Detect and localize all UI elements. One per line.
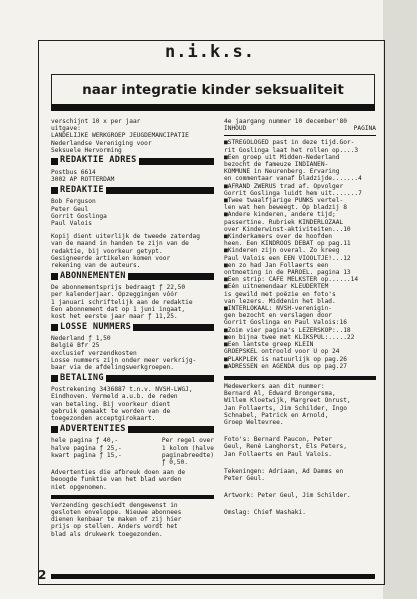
abonnementen-text: De abonnementsprijs bedraagt ƒ 22,50 per kalenderjaar. Opzeggingen vóór 1 januari schriftelijk aan de redaktie Een abonnement dat op 1 juni ingaat, kost het eerste jaar maar ƒ 11,25. (51, 284, 193, 321)
toc-header-pagina: PAGINA (353, 125, 376, 133)
fotos-credits: Foto's: Bernard Paucon, Peter Geul, René Langhorst, Els Peters, Jan Follaerts en Paul Valois. (224, 436, 347, 458)
toc-header-inhoud: INHOUD (224, 125, 247, 133)
page-number: 2 (38, 568, 47, 582)
verzending-text: Verzending geschiedt dengewenst in gesloten enveloppe. Nieuwe abonnees dienen kenbaar te maken of zij hier prijs op stellen. Anders wordt het blad als drukwerk toegezonden. (51, 501, 182, 538)
square-bullet-icon (51, 324, 58, 331)
publication-info: verschijnt 10 x per jaar uitgave: LANDELIJKE WERKGROEP JEUGDEMANCIPATIE Nederlandse Vereniging voor Seksuele Hervorming (51, 118, 189, 154)
square-bullet-icon (51, 375, 58, 382)
colophon-column (51, 118, 214, 538)
medewerkers-credits: Medewerkers aan dit nummer: Bernard Al, Edward Brongersma, Willem Kloetwijk, Margreet Onrust, Jan Follaerts, Jim Schilder, Ingo Schnabel, Patrick en Arnold, Groep Weltevree. (224, 382, 351, 426)
toc-rule (224, 135, 376, 136)
square-bullet-icon (51, 426, 58, 433)
square-bullet-icon (51, 273, 58, 280)
section-divider (51, 495, 214, 499)
title-divider (51, 104, 375, 111)
redactie-address: Postbus 6614 3002 AP ROTTERDAM (51, 169, 115, 184)
betaling-text: Postrekening 3436887 t.n.v. NVSH-LWGJ, Eindhoven. Vermeld a.u.b. de reden van betaling. Bij voorkeur dient gebruik gemaakt te worden van de toegezonden acceptgirokaart. (51, 386, 193, 423)
redactie-members: Bob Ferguson Peter Geul Gorrit Goslinga Paul Valois (51, 198, 107, 228)
magazine-title: naar integratie kinder seksualiteit (51, 74, 375, 106)
square-bullet-icon (51, 158, 58, 165)
tekeningen-credits: Tekeningen: Adriaan, Ad Damms en Peter Geul. (224, 467, 344, 482)
table-of-contents: ■STREGOLOGED past in deze tijd.Gor- rit Goslinga laat het rollen op....3 ■Een groep uit Midden-Nederland bezocht de fameuze INDIANEN- KOMMUNE in Neurenberg. Ervaring en commentaar vanaf bladzijde.......4 ■AFRAND ZWERUS trad af. Opvolger Gorrit Goslinga luidt hem uit.......7 ■Twee twaalfjarige PUNKS vertel- len wat hen beweegt. Op bladzij 8 ■Andere kinderen, andere tijd; passertine. Rubriek KINDERLOZAAL over Kinderwinst-aktiviteiten...10 ■Kinderkamers over de hoofden heen. Een KINDROOS DEBAT op pag.11 ■Kinderen zijn overal. Zo kreeg Paul Valois een EEN VIOOLTJE!...12 ■en zo had Jan Follaerts een ontmoeting in de PAROEL. pagina 13 ■Een strip: CAFE MELKSTER op......14 ■Eén uitnemendaar KLEUDERTEM is gewild met poëzie en foto's van lezers. Middenin het blad. ■INTERLOKAAL: NVSH-verenigin- gen bezocht en verslagen door Gorrit Goslinga en Paul Valois:16 ■Zoim vier pagina's LEZERSKOP:..18 ■en bijna twee met KLIKSPUL:.....22 ■Een lantste greep KLEIN GROEPSKEL ontroold voor U op 24 ■PLAKPLEK is natuurlijk op pag.26 ■ADRESSEN en AGENDA dus op pag.27 (224, 139, 362, 370)
contents-column (224, 118, 376, 517)
kopij-note: Kopij dient uiterlijk de tweede zaterdag van de maand in handen te zijn van de redaktie, bij voorkeur getypt. Gesigneerde artikelen komen voor rekening van de auteurs. (51, 233, 201, 270)
magazine-brand: n.i.k.s. (165, 42, 255, 62)
advertentie-pagina-tarieven: hele pagina ƒ 40,- halve pagina ƒ 25,- kwart pagina ƒ 15,- (51, 437, 122, 459)
square-bullet-icon (51, 187, 58, 194)
bottom-rule (51, 574, 375, 579)
spine-shadow (383, 0, 417, 599)
artwork-credits: Artwork: Peter Geul, Jim Schilder. (224, 492, 351, 500)
section-header-redactie: REDAKTIE (51, 185, 214, 195)
toc-header (224, 125, 376, 132)
advertentie-regel-tarief: Per regel over 1 kolom (halve paginabreedte) ƒ 0,50. (161, 437, 214, 466)
issue-line: 4e jaargang nummer 10 december'80 (224, 118, 347, 125)
section-header-betaling: BETALING (51, 373, 214, 383)
section-header-redactie-adres: REDAKTIE ADRES (51, 156, 214, 166)
advertentie-note: Advertenties die afbreuk doen aan de beoogde funktie van het blad worden niet opgenomen. (51, 469, 186, 491)
section-header-advertenties: ADVERTENTIES (51, 424, 214, 434)
toc-divider (224, 376, 376, 380)
section-header-losse-nummers: LOSSE NUMMERS (51, 322, 214, 332)
section-header-abonnementen: ABONNEMENTEN (51, 271, 214, 281)
advertentie-tarieven (51, 437, 214, 466)
losse-nummers-text: Nederland ƒ 1,50 België Bfr 25 exclusief verzendkosten Losse nummers zijn onder meer verkrijg- baar via de afdelingswerkgroepen. (51, 335, 197, 372)
omslag-credits: Omslag: Chief Washaki. (224, 509, 306, 517)
